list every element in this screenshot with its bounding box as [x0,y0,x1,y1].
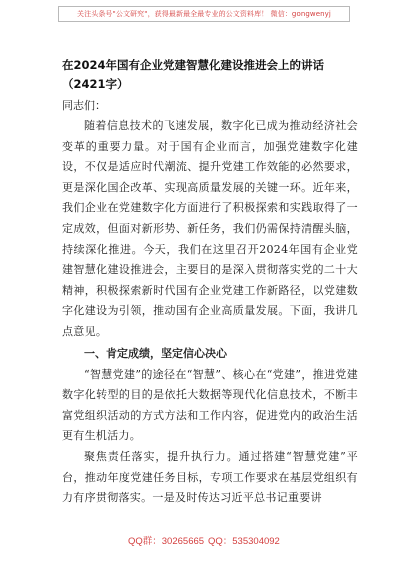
footer [0,533,408,547]
salutation: 同志们： [62,99,106,112]
document-title: 在2024年国有企业党建智慧化建设推进会上的讲话（2421字） [62,58,325,91]
section1-paragraph-2: 聚焦责任落实，提升执行力。通过搭建“智慧党建”平台，推动年度党建任务目标，专项工作要求在基层党组织有力有序贯彻落实。一是及时传达习近平总书记重要讲 [62,449,358,505]
document-body [62,56,358,509]
section-heading-1: 一、肯定成绩，坚定信心决心 [84,346,227,360]
footer-qq-group: QQ群：30265665 [128,536,205,547]
footer-qq-contact: QQ：535304092 [208,536,280,547]
header-banner [58,6,350,22]
section1-paragraph-1: “智慧党建”的途径在“智慧”、核心在“党建”，推进党建数字化转型的目的是依托大数据等现代化信息技术，不断丰富党组织活动的方式方法和工作内容，促进党内的政治生活更有生机活力。 [62,367,358,443]
banner-text: 关注头条号"公文研究"，获得最新最全最专业的公文资料库！ 微信：gongwenyj [77,10,331,18]
intro-paragraph: 随着信息技术的飞速发展，数字化已成为推动经济社会变革的重要力量。对于国有企业而言，加强党建数字化建设，不仅是适应时代潮流、提升党建工作效能的必然要求，更是深化国企改革、实现高质量发展的关键一环。近年来，我们企业在党建数字化方面进行了积极探索和实践取得了一定成效，但面对新形势、新任务，我们仍需保持清醒头脑，持续深化推进。今天，我们在这里召开2024年国有企业党建智慧化建设推进会，主要目的是深入贯彻落实党的二十大精神，积极探索新时代国有企业党建工作新路径，以党建数字化建设为引领，推动国有企业高质量发展。下面，我讲几点意见。 [62,119,358,338]
